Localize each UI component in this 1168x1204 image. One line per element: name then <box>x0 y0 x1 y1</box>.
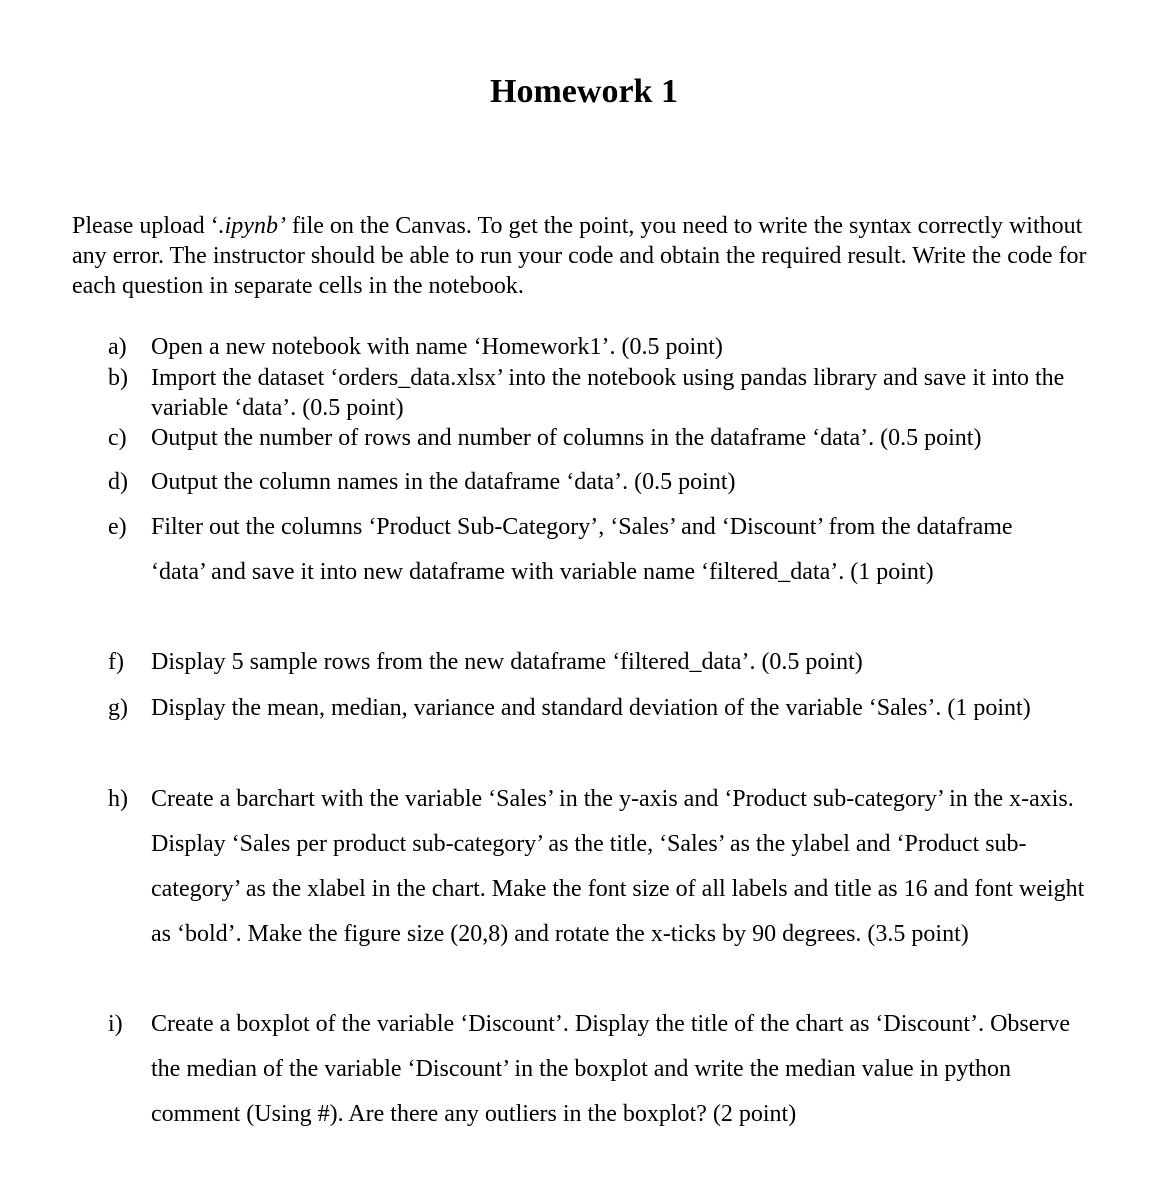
intro-text-start: Please upload ‘ <box>72 213 219 239</box>
question-text: Filter out the columns ‘Product Sub-Category’, ‘Sales’ and ‘Discount’ from the dataframe ‘data’ and save it into new dataframe with variable name ‘filtered_data’. (1 point) <box>151 514 1013 585</box>
question-item <box>108 686 1058 731</box>
question-marker: e) <box>108 514 127 540</box>
question-item <box>108 467 1098 497</box>
question-item <box>108 1002 1093 1137</box>
question-text: Display the mean, median, variance and standard deviation of the variable ‘Sales’. (1 point) <box>151 695 1031 721</box>
question-marker: b) <box>108 365 128 391</box>
question-text: Display 5 sample rows from the new dataframe ‘filtered_data’. (0.5 point) <box>151 649 863 675</box>
question-marker: d) <box>108 469 128 495</box>
question-text: Output the column names in the dataframe ‘data’. (0.5 point) <box>151 469 736 495</box>
question-item <box>108 640 1098 685</box>
question-text: Create a boxplot of the variable ‘Discount’. Display the title of the chart as ‘Discount’. Observe the median of the variable ‘Discount’ in the boxplot and write the median value in python comment (Using #). Are there any outliers in the boxplot? (2 point) <box>151 1011 1071 1127</box>
question-text: Open a new notebook with name ‘Homework1’. (0.5 point) <box>151 334 723 360</box>
instructions-paragraph <box>72 211 1102 301</box>
question-marker: h) <box>108 786 128 812</box>
question-marker: c) <box>108 425 127 451</box>
intro-text-rest: file on the Canvas. To get the point, you need to write the syntax correctly without any error. The instructor should be able to run your code and obtain the required result. Write the code for each question in separate cells in the notebook. <box>72 213 1087 299</box>
question-item <box>108 363 1068 423</box>
question-item <box>108 423 1098 453</box>
file-extension: .ipynb’ <box>218 213 286 239</box>
question-item <box>108 332 1098 362</box>
question-item <box>108 777 1093 957</box>
question-marker: g) <box>108 695 128 721</box>
question-text: Create a barchart with the variable ‘Sales’ in the y-axis and ‘Product sub-category’ in the x-axis. Display ‘Sales per product sub-category’ as the title, ‘Sales’ as the ylabel and ‘Product sub-category’ as the xlabel in the chart. Make the font size of all labels and title as 16 and font weight as ‘bold’. Make the figure size (20,8) and rotate the x-ticks by 90 degrees. (3.5 point) <box>151 786 1085 947</box>
question-marker: f) <box>108 649 124 675</box>
question-text: Import the dataset ‘orders_data.xlsx’ into the notebook using pandas library and save it into the variable ‘data’. (0.5 point) <box>151 365 1065 421</box>
question-marker: i) <box>108 1011 123 1037</box>
question-item <box>108 505 1058 595</box>
question-marker: a) <box>108 334 127 360</box>
document-title: Homework 1 <box>490 73 678 110</box>
question-text: Output the number of rows and number of columns in the dataframe ‘data’. (0.5 point) <box>151 425 982 451</box>
